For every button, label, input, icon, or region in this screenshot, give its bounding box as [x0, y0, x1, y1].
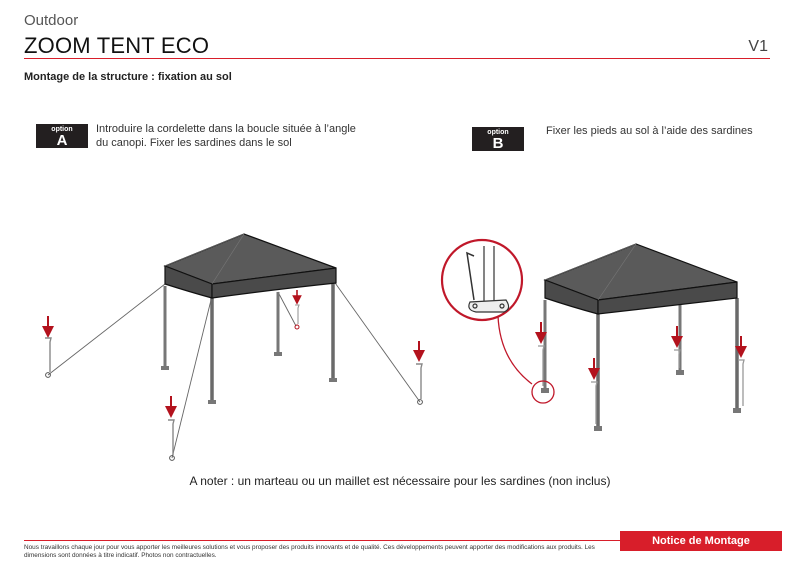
- tent-b-illustration: [442, 240, 744, 431]
- ground-stake-icon: [45, 338, 51, 377]
- zoom-callout-icon: [442, 240, 554, 403]
- guy-ropes: [48, 280, 420, 458]
- option-b-badge-label: option: [487, 129, 509, 136]
- tent-a-stakes: [45, 290, 422, 460]
- ground-stake-icon: [674, 350, 680, 368]
- section-title: Montage de la structure : fixation au sol: [24, 71, 232, 83]
- tent-b-front-legs: [598, 298, 737, 428]
- option-a-badge-label: option: [51, 126, 73, 133]
- tent-a-front-legs: [212, 282, 333, 402]
- ground-stake-icon: [168, 420, 174, 460]
- product-title: ZOOM TENT ECO: [24, 33, 210, 58]
- option-a-badge-letter: A: [56, 132, 68, 149]
- hammer-note: A noter : un marteau ou un maillet est nécessaire pour les sardines (non inclus): [189, 474, 611, 488]
- ground-stake-icon: [591, 382, 597, 424]
- ground-stake-icon: [538, 346, 544, 386]
- brand-label: Outdoor: [24, 12, 79, 29]
- option-b-instruction: Fixer les pieds au sol à l’aide des sardines: [546, 125, 753, 137]
- option-a-instruction: Introduire la cordelette dans la boucle située à l’angle du canopi. Fixer les sardines dans le sol: [96, 123, 356, 149]
- tent-b-stakes: [538, 322, 744, 424]
- version-label: V1: [748, 38, 768, 55]
- footer-disclaimer: Nous travaillons chaque jour pour vous apporter les meilleures solutions et vous proposer des produits innovants et de qualité. Ces développements peuvent apporter des modifications aux produits. Les dimensions sont données à titre indicatif. Photos non contractuelles.: [24, 544, 595, 559]
- ground-stake-icon: [738, 360, 744, 406]
- tent-b-canopy: [545, 244, 737, 314]
- tent-b-feet: [541, 370, 741, 431]
- option-b-badge-letter: B: [492, 135, 504, 152]
- footer-tab: Notice de Montage: [620, 531, 782, 551]
- footer-divider: [24, 540, 620, 541]
- tent-a-canopy: [165, 234, 336, 298]
- tent-a-illustration: [45, 234, 422, 460]
- ground-stake-icon: [295, 305, 299, 329]
- tent-a-back-legs: [165, 286, 278, 368]
